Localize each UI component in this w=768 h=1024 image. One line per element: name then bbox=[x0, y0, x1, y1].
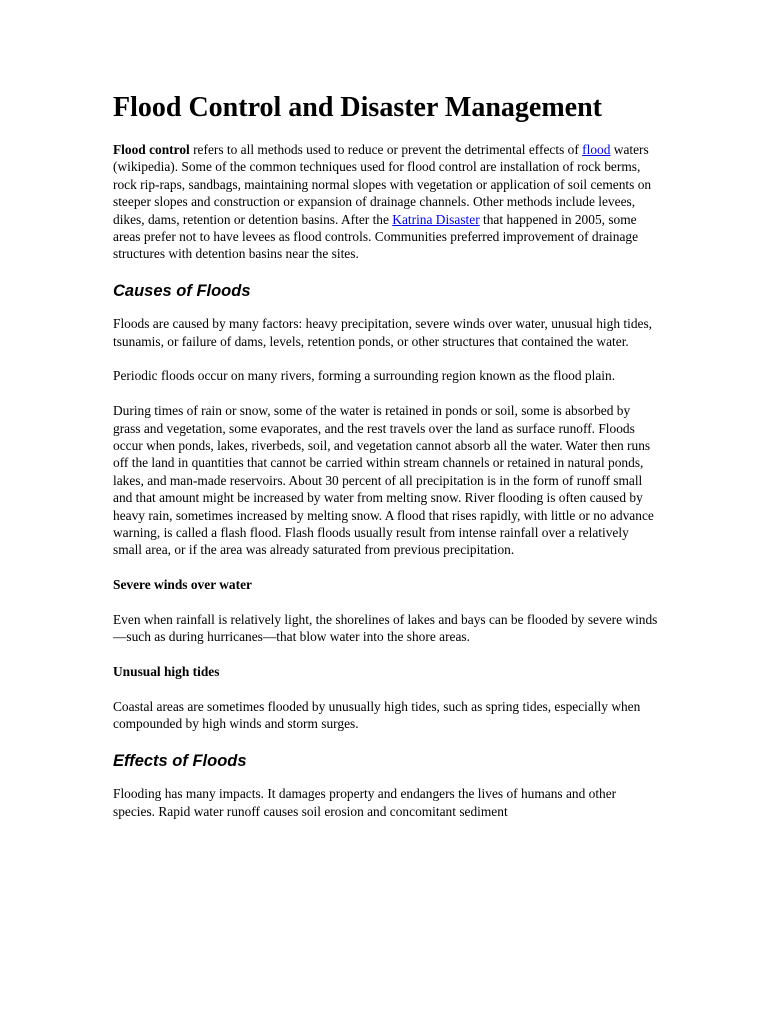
severe-winds-subheading: Severe winds over water bbox=[113, 577, 252, 593]
causes-heading: Causes of Floods bbox=[113, 282, 251, 301]
flood-link[interactable]: flood bbox=[582, 142, 611, 157]
effects-heading: Effects of Floods bbox=[113, 752, 247, 771]
katrina-disaster-link[interactable]: Katrina Disaster bbox=[392, 211, 480, 227]
high-tides-paragraph: Coastal areas are sometimes flooded by unusually high tides, such as spring tides, especially when compounded by high winds and storm surges. bbox=[113, 699, 641, 732]
page-title: Flood Control and Disaster Management bbox=[113, 92, 602, 123]
intro-paragraph bbox=[113, 141, 658, 263]
causes-paragraph-1: Floods are caused by many factors: heavy precipitation, severe winds over water, unusual high tides, tsunamis, or failure of dams, levels, retention ponds, or other structures that contained the water. bbox=[113, 316, 653, 349]
intro-text-1: refers to all methods used to reduce or prevent the detrimental effects of bbox=[189, 142, 583, 157]
intro-text-2: waters (wikipedia). Some of the common techniques used for flood control are installation of rock berms, rock rip-raps, sandbags, maintaining normal slopes with vegetation or application of soil cements on steeper slopes and construction or expansion of drainage channels. Other methods include levees, dikes, dams, retention or detention basins. After the bbox=[113, 142, 652, 227]
causes-paragraph-2: Periodic floods occur on many rivers, forming a surrounding region known as the flood plain. bbox=[113, 368, 616, 384]
effects-paragraph-1: Flooding has many impacts. It damages property and endangers the lives of humans and other species. Rapid water runoff causes soil erosion and concomitant sediment bbox=[113, 786, 617, 819]
high-tides-subheading: Unusual high tides bbox=[113, 664, 220, 680]
document-page bbox=[113, 88, 658, 837]
intro-bold-lead: Flood control bbox=[113, 142, 190, 157]
intro-text-3: that happened in 2005, some areas prefer not to have levees as flood controls. Communities preferred improvement of drainage structures with detention basins near the sites. bbox=[113, 211, 639, 262]
severe-winds-paragraph: Even when rainfall is relatively light, the shorelines of lakes and bays can be flooded by severe winds—such as during hurricanes—that blow water into the shore areas. bbox=[113, 612, 658, 645]
causes-paragraph-3: During times of rain or snow, some of the water is retained in ponds or soil, some is absorbed by grass and vegetation, some evaporates, and the rest travels over the land as surface runoff. Floods occur when ponds, lakes, riverbeds, soil, and vegetation cannot absorb all the water. Water then runs off the land in quantities that cannot be carried within stream channels or retained in natural ponds, lakes, and man-made reservoirs. About 30 percent of all precipitation is in the form of runoff small and that amount might be increased by water from melting snow. River flooding is often caused by heavy rain, sometimes increased by melting snow. A flood that rises rapidly, with little or no advance warning, is called a flash flood. Flash floods usually result from intense rainfall over a relatively small area, or if the area was already saturated from previous precipitation. bbox=[113, 403, 654, 558]
